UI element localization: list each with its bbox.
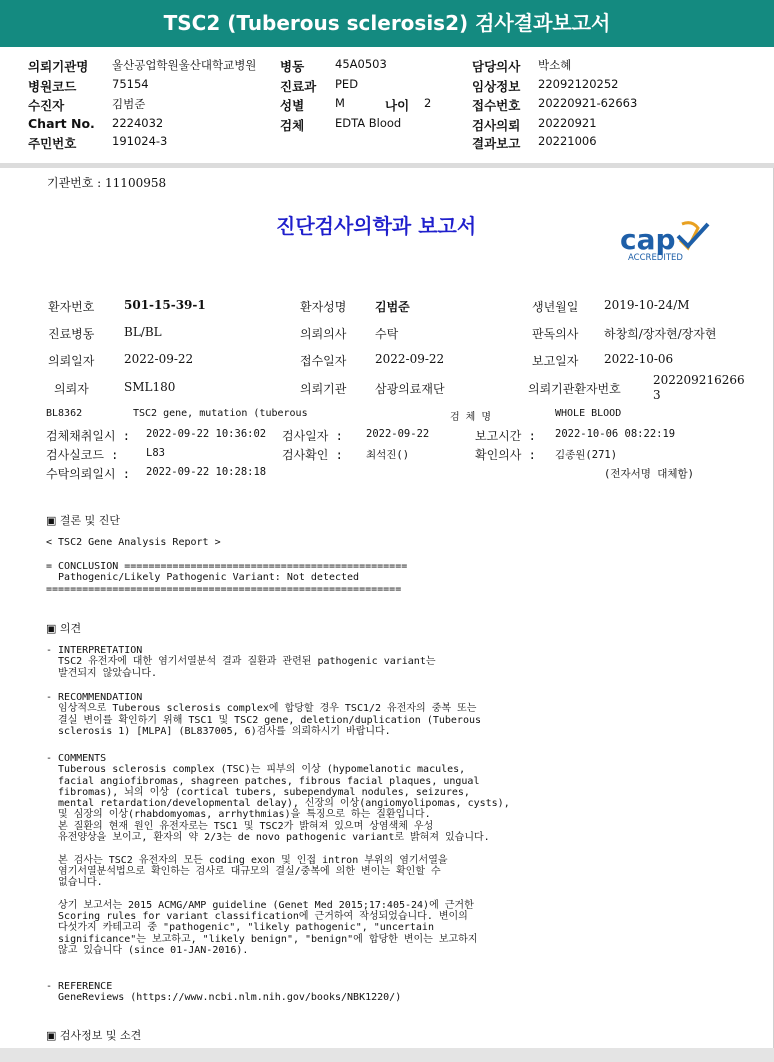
header-value: PED <box>335 77 359 91</box>
report-heading: 진단검사의학과 보고서 <box>276 214 477 238</box>
interpretation-block: - INTERPRETATION TSC2 유전자에 대한 염기서열분석 결과 질환과 관련된 pathogenic variant는 발견되지 않았습니다. <box>46 645 436 679</box>
header-label: 검사의뢰 <box>472 118 521 133</box>
header-info <box>0 47 774 165</box>
field-value: SML180 <box>124 380 176 394</box>
header-value: 2 <box>424 96 432 110</box>
header-value: 191024-3 <box>112 134 168 148</box>
report-title-bar: TSC2 (Tuberous sclerosis2) 검사결과보고서 <box>0 0 774 47</box>
logo-subtext: ACCREDITED <box>628 253 683 263</box>
esign-note: (전자서명 대체함) <box>604 468 694 480</box>
field-value: 2022-10-06 08:22:19 <box>555 428 676 440</box>
field-value: 2022-09-22 <box>375 352 445 366</box>
header-value: 20220921-62663 <box>538 96 638 110</box>
header-label: 주민번호 <box>28 136 77 151</box>
header-value: 울산공업학원울산대학교병원 <box>112 58 257 72</box>
header-value: 2224032 <box>112 116 164 130</box>
bottom-bar <box>0 1048 774 1062</box>
header-label: 임상정보 <box>472 79 521 94</box>
header-label: 병원코드 <box>28 79 77 94</box>
field-label: 판독의사 <box>532 327 579 341</box>
institution-number: 기관번호 : 11100958 <box>47 176 167 190</box>
field-label: 검사확인 : <box>282 448 343 462</box>
header-label: 접수번호 <box>472 98 521 113</box>
field-label: 의뢰기관환자번호 <box>528 382 621 396</box>
field-value: 202209216266 <box>653 373 745 387</box>
field-label: 확인의사 : <box>475 448 536 462</box>
section-heading: ▣ 검사정보 및 소견 <box>46 1029 142 1042</box>
field-label: 보고시간 : <box>475 429 536 443</box>
header-value: 20221006 <box>538 134 597 148</box>
field-value: 최석진() <box>366 449 410 461</box>
field-label: 검사일자 : <box>282 429 343 443</box>
field-value: 2022-09-22 <box>124 352 194 366</box>
logo-text: cap <box>620 223 676 256</box>
field-value: 수탁 <box>375 327 399 341</box>
field-value: 김종원(271) <box>555 449 618 461</box>
header-label: 결과보고 <box>472 136 521 151</box>
field-label: 접수일자 <box>300 354 347 368</box>
specimen-value: WHOLE BLOOD <box>555 408 622 419</box>
section-heading: ▣ 결론 및 진단 <box>46 514 121 527</box>
header-value: 45A0503 <box>335 57 387 71</box>
field-label: 검체채취일시 : <box>46 429 131 443</box>
header-value: 22092120252 <box>538 77 619 91</box>
field-label: 의뢰자 <box>54 382 89 396</box>
conclusion-block: = CONCLUSION =============================================== Pathogenic/Likely Pathogenic Variant: Not detected =========================================================== <box>46 561 408 595</box>
field-label: 수탁의뢰일시 : <box>46 467 131 481</box>
header-value: EDTA Blood <box>335 116 402 130</box>
header-label: 수진자 <box>28 98 65 113</box>
field-value: 3 <box>653 388 661 402</box>
header-value: 박소혜 <box>538 58 572 72</box>
field-label: 의뢰기관 <box>300 382 347 396</box>
field-value: L83 <box>146 447 165 459</box>
header-value: M <box>335 96 345 110</box>
header-value: 75154 <box>112 77 149 91</box>
header-label: 의뢰기관명 <box>28 59 89 74</box>
field-value: 501-15-39-1 <box>124 298 206 312</box>
field-value: 김범준 <box>375 300 410 314</box>
cap-accredited-icon <box>590 218 720 268</box>
report-name: < TSC2 Gene Analysis Report > <box>46 537 221 548</box>
header-label: 담당의사 <box>472 59 521 74</box>
field-label: 의뢰일자 <box>48 354 95 368</box>
header-label: 성별 <box>280 98 305 113</box>
field-label: 보고일자 <box>532 354 579 368</box>
section-heading: ▣ 의견 <box>46 622 82 635</box>
specimen-label: 검 체 명 <box>450 412 492 423</box>
header-label: 검체 <box>280 118 305 133</box>
reference-block: - REFERENCE GeneReviews (https://www.ncbi.nlm.nih.gov/books/NBK1220/) <box>46 981 402 1004</box>
header-label: Chart No. <box>28 116 95 131</box>
comments-block: - COMMENTS Tuberous sclerosis complex (TSC)는 피부의 이상 (hypomelanotic macules, facial angiofibromas, shagreen patches, fibrous facial plaques, ungual fibromas), 뇌의 이상 (cortical tubers, subependymal nodules, seizures, mental retardation/developmental delay), 신장의 이상(angiomyolipomas, cysts), 및 심장의 이상(rhabdomyomas, arrhythmias)을 특징으로 하는 질환입니다. 본 질환의 현재 원인 유전자로는 TSC1 및 TSC2가 밝혀져 있으며 상염색체 우성 유전양상을 보이고, 환자의 약 2/3는 de novo pathogenic variant로 밝혀져 있습니다. 본 검사는 TSC2 유전자의 모든 coding exon 및 인접 intron 부위의 염기서열을 염기서열분석법으로 확인하는 검사로 대규모의 결실/중복에 의한 변이는 확인할 수 없습니다. 상기 보고서는 2015 ACMG/AMP guideline (Genet Med 2015;17:405-24)에 근거한 Scoring rules for variant classification에 근거하여 작성되었습니다. 변이의 다섯가지 카테고리 중 "pathogenic", "likely pathogenic", "uncertain significance"는 보고하고, "likely benign", "benign"에 합당한 변이는 보고하지 않고 있습니다 (since 01-JAN-2016). <box>46 753 510 957</box>
test-name: TSC2 gene, mutation (tuberous <box>133 408 308 419</box>
field-value: 2022-09-22 10:28:18 <box>146 466 267 478</box>
field-label: 환자성명 <box>300 300 347 314</box>
field-value: 2022-10-06 <box>604 352 674 366</box>
field-value: 2022-09-22 <box>366 428 430 440</box>
header-value: 김범준 <box>112 97 146 111</box>
field-value: 삼광의료재단 <box>375 382 445 396</box>
recommendation-block: - RECOMMENDATION 임상적으로 Tuberous sclerosis complex에 합당할 경우 TSC1/2 유전자의 중복 또는 결실 변이를 확인하기 위해 TSC1 및 TSC2 gene, deletion/duplication (Tuberous sclerosis 1) [MLPA] (BL837005, 6)검사를 의뢰하시기 바랍니다. <box>46 692 482 737</box>
field-label: 생년월일 <box>532 300 579 314</box>
header-label: 병동 <box>280 59 305 74</box>
field-label: 검사실코드 : <box>46 448 119 462</box>
header-label: 진료과 <box>280 79 317 94</box>
field-label: 의뢰의사 <box>300 327 347 341</box>
field-value: BL/BL <box>124 325 162 339</box>
field-label: 진료병동 <box>48 327 95 341</box>
field-value: 하창희/장자현/장자현 <box>604 327 717 341</box>
header-label: 나이 <box>385 98 410 113</box>
cap-logo <box>590 218 720 268</box>
field-value: 2022-09-22 10:36:02 <box>146 428 267 440</box>
field-value: 2019-10-24/M <box>604 298 690 312</box>
field-label: 환자번호 <box>48 300 95 314</box>
header-value: 20220921 <box>538 116 597 130</box>
test-code: BL8362 <box>46 408 83 419</box>
